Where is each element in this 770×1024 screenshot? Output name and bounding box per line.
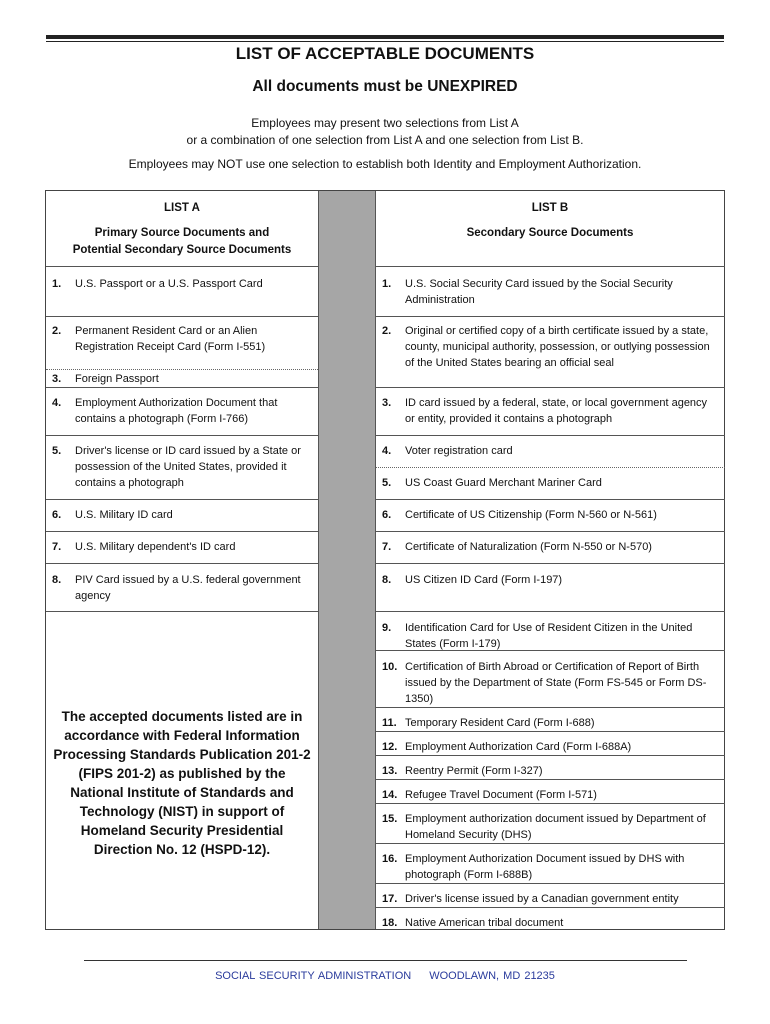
list-b-item (382, 915, 718, 931)
item-text: Certification of Birth Abroad or Certification of Report of Birth issued by the Department of State (Form FS-545 or Form DS-1350) (405, 661, 707, 705)
item-text: Native American tribal document (405, 917, 564, 929)
item-text: Employment Authorization Document issued by DHS with photograph (Form I-688B) (405, 853, 685, 881)
item-number: 12. (382, 741, 398, 753)
list-b-item (382, 507, 718, 523)
list-b-item (382, 763, 718, 779)
row-divider (376, 316, 725, 317)
list-a-heading: LIST A (164, 202, 200, 214)
list-a-item (52, 323, 312, 355)
item-text: Employment Authorization Document that contains a photograph (Form I-766) (75, 397, 278, 425)
row-divider (376, 611, 725, 612)
list-a-item (52, 443, 312, 491)
row-divider (46, 499, 318, 500)
item-text: US Citizen ID Card (Form I-197) (405, 574, 563, 586)
list-a-item (52, 539, 312, 555)
list-b-item (382, 811, 718, 843)
item-text: Certificate of Naturalization (Form N-550 or N-570) (405, 541, 652, 553)
page-title: LIST OF ACCEPTABLE DOCUMENTS (235, 44, 535, 63)
row-divider (376, 387, 725, 388)
item-text: Certificate of US Citizenship (Form N-560 or N-561) (405, 509, 657, 521)
list-b-item (382, 323, 718, 371)
item-text: PIV Card issued by a U.S. federal government agency (75, 574, 301, 602)
item-number: 6. (382, 509, 392, 521)
footer-rule (84, 960, 687, 961)
list-b-item (382, 787, 718, 803)
row-divider (376, 266, 725, 267)
item-number: 6. (52, 509, 62, 521)
row-divider (46, 611, 318, 612)
item-number: 7. (382, 541, 392, 553)
list-b-item (382, 443, 718, 459)
row-divider (376, 531, 725, 532)
list-a-subheading-1: Primary Source Documents and (94, 227, 270, 239)
item-text: Foreign Passport (75, 373, 159, 385)
item-text: U.S. Military dependent's ID card (75, 541, 236, 553)
list-b-heading: LIST B (531, 202, 569, 214)
footer-location: WOODLAWN, MD 21235 (429, 970, 555, 982)
top-rule-thick (46, 35, 724, 39)
row-divider (376, 731, 725, 732)
row-divider (46, 435, 318, 436)
item-number: 1. (52, 278, 62, 290)
list-b-item (382, 659, 718, 707)
list-a-item (52, 572, 312, 604)
list-a-item (52, 371, 312, 387)
item-number: 3. (52, 373, 62, 385)
list-b-item (382, 739, 718, 755)
item-number: 2. (52, 325, 62, 337)
list-b-item (382, 572, 718, 588)
item-number: 3. (382, 397, 392, 409)
item-text: Identification Card for Use of Resident Citizen in the United States (Form I-179) (405, 622, 693, 650)
row-divider (46, 387, 318, 388)
item-number: 5. (382, 477, 392, 489)
item-text: Driver's license issued by a Canadian government entity (405, 893, 679, 905)
item-text: Temporary Resident Card (Form I-688) (405, 717, 595, 729)
item-text: Permanent Resident Card or an Alien Registration Receipt Card (Form I-551) (75, 325, 266, 353)
list-a-item (52, 395, 312, 427)
list-a-item (52, 276, 312, 292)
row-divider (376, 843, 725, 844)
row-divider (46, 531, 318, 532)
item-number: 11. (382, 717, 397, 729)
item-text: U.S. Military ID card (75, 509, 173, 521)
list-b-item (382, 276, 718, 308)
row-divider (46, 266, 318, 267)
row-divider (376, 435, 725, 436)
item-number: 4. (52, 397, 62, 409)
item-text: US Coast Guard Merchant Mariner Card (405, 477, 602, 489)
intro-line-3: Employees may NOT use one selection to establish both Identity and Employment Authorization. (128, 157, 642, 171)
item-number: 8. (52, 574, 62, 586)
item-text: U.S. Social Security Card issued by the Social Security Administration (405, 278, 673, 306)
intro-line-1: Employees may present two selections from List A (251, 116, 519, 130)
list-b-item (382, 851, 718, 883)
item-text: Reentry Permit (Form I-327) (405, 765, 543, 777)
row-divider (376, 563, 725, 564)
item-number: 15. (382, 813, 398, 825)
row-divider (46, 316, 318, 317)
fips-note: The accepted documents listed are in accordance with Federal Information Processing Standards Publication 201-2 (FIPS 201-2) as published by the National Institute of Standards and Technology (NIST) in support of Homeland Security Presidential Direction No. 12 (HSPD-12). (53, 709, 311, 857)
item-number: 4. (382, 445, 392, 457)
item-number: 17. (382, 893, 398, 905)
page-subtitle: All documents must be UNEXPIRED (252, 78, 518, 95)
item-text: Driver's license or ID card issued by a State or possession of the United States, provided it contains a photograph (75, 445, 301, 489)
row-divider (376, 707, 725, 708)
item-text: Original or certified copy of a birth certificate issued by a state, county, municipal authority, possession, or outlying possession of the United States bearing an official seal (405, 325, 710, 369)
item-number: 5. (52, 445, 62, 457)
intro-line-2: or a combination of one selection from List A and one selection from List B. (186, 133, 584, 147)
list-b-item (382, 715, 718, 731)
row-divider (46, 369, 318, 370)
row-divider (376, 883, 725, 884)
row-divider (376, 779, 725, 780)
item-text: Employment authorization document issued by Department of Homeland Security (DHS) (405, 813, 706, 841)
item-text: U.S. Passport or a U.S. Passport Card (75, 278, 263, 290)
footer-agency: SOCIAL SECURITY ADMINISTRATION (215, 970, 412, 982)
item-number: 9. (382, 622, 392, 634)
documents-table (45, 190, 725, 930)
row-divider (376, 755, 725, 756)
item-number: 8. (382, 574, 392, 586)
gray-divider-column (318, 191, 376, 929)
row-divider (376, 467, 725, 468)
item-text: Refugee Travel Document (Form I-571) (405, 789, 597, 801)
row-divider (376, 803, 725, 804)
footer (0, 970, 770, 982)
row-divider (376, 499, 725, 500)
item-number: 13. (382, 765, 398, 777)
list-a-subheading-2: Potential Secondary Source Documents (72, 244, 292, 256)
item-number: 18. (382, 917, 398, 929)
item-number: 7. (52, 541, 62, 553)
list-b-subheading: Secondary Source Documents (466, 227, 634, 239)
item-text: Voter registration card (405, 445, 513, 457)
row-divider (376, 907, 725, 908)
list-a-item (52, 507, 312, 523)
item-number: 16. (382, 853, 398, 865)
item-number: 10. (382, 661, 398, 673)
list-b-item (382, 395, 718, 427)
item-number: 1. (382, 278, 392, 290)
top-rule-thin (46, 41, 724, 42)
list-b-item (382, 539, 718, 555)
item-number: 14. (382, 789, 398, 801)
row-divider (46, 563, 318, 564)
item-number: 2. (382, 325, 392, 337)
list-b-item (382, 475, 718, 491)
list-b-item (382, 620, 718, 652)
item-text: ID card issued by a federal, state, or local government agency or entity, provided it contains a photograph (405, 397, 708, 425)
list-b-item (382, 891, 718, 907)
item-text: Employment Authorization Card (Form I-688A) (405, 741, 632, 753)
